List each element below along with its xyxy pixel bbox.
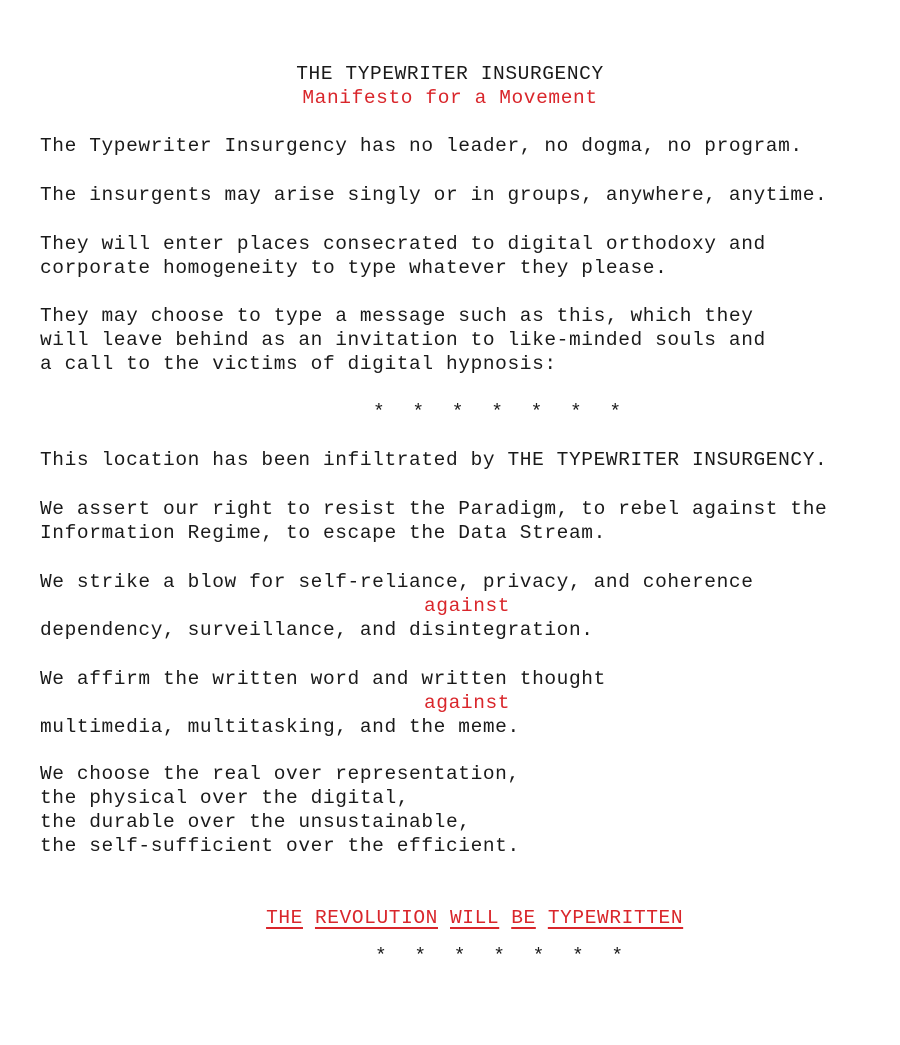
slogan-word: WILL (450, 907, 500, 929)
message-paragraph-3-line-2: dependency, surveillance, and disintegration. (40, 619, 594, 641)
message-paragraph-4-line-1: We affirm the written word and written thought (40, 668, 606, 690)
message-paragraph-2-line-2: Information Regime, to escape the Data Stream. (40, 522, 606, 544)
message-paragraph-4-line-2: multimedia, multitasking, and the meme. (40, 716, 520, 738)
intro-paragraph-4-line-3: a call to the victims of digital hypnosis: (40, 353, 557, 375)
manifesto-subtitle: Manifesto for a Movement (302, 87, 598, 109)
intro-paragraph-4-line-1: They may choose to type a message such as this, which they (40, 305, 754, 327)
intro-paragraph-1: The Typewriter Insurgency has no leader, no dogma, no program. (40, 135, 803, 157)
intro-paragraph-3-line-2: corporate homogeneity to type whatever they please. (40, 257, 668, 279)
message-paragraph-5-line-3: the durable over the unsustainable, (40, 811, 471, 833)
message-paragraph-3-line-1: We strike a blow for self-reliance, privacy, and coherence (40, 571, 754, 593)
intro-paragraph-2: The insurgents may arise singly or in groups, anywhere, anytime. (40, 184, 828, 206)
against-label-1: against (424, 595, 511, 617)
slogan-word: THE (266, 907, 303, 929)
message-paragraph-5-line-4: the self-sufficient over the efficient. (40, 835, 520, 857)
intro-paragraph-3-line-1: They will enter places consecrated to digital orthodoxy and (40, 233, 766, 255)
message-paragraph-1: This location has been infiltrated by THE TYPEWRITER INSURGENCY. (40, 449, 828, 471)
message-paragraph-5-line-1: We choose the real over representation, (40, 763, 520, 785)
slogan-word: TYPEWRITTEN (547, 907, 684, 929)
divider-stars-top: * * * * * * * (373, 401, 630, 423)
message-paragraph-5-line-2: the physical over the digital, (40, 787, 410, 809)
manifesto-title: THE TYPEWRITER INSURGENCY (296, 63, 604, 85)
slogan-word: BE (511, 907, 536, 929)
slogan-word: REVOLUTION (314, 907, 438, 929)
against-label-2: against (424, 692, 511, 714)
intro-paragraph-4-line-2: will leave behind as an invitation to like-minded souls and (40, 329, 766, 351)
divider-stars-bottom: * * * * * * * (375, 945, 632, 967)
message-paragraph-2-line-1: We assert our right to resist the Paradigm, to rebel against the (40, 498, 828, 520)
